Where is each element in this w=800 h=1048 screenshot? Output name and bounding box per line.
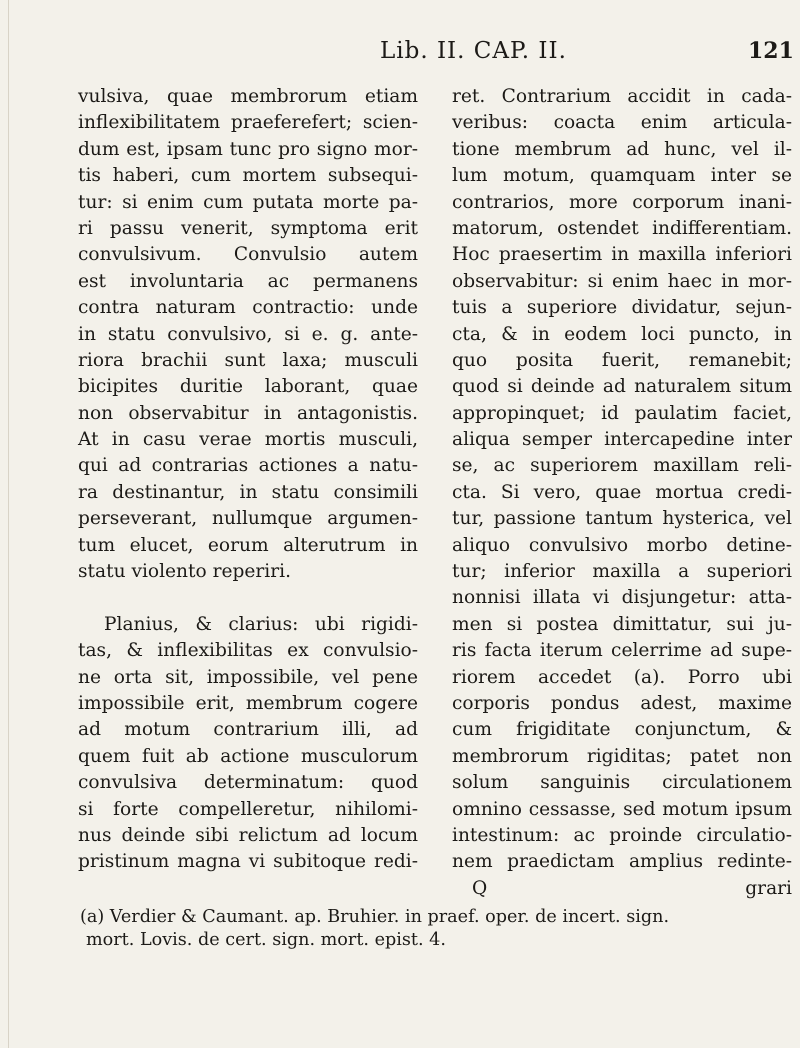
text-line: riora brachii sunt laxa; musculi xyxy=(78,349,418,371)
text-line: vulsiva, quae membrorum etiam xyxy=(78,86,418,107)
text-line: pristinum magna vi subitoque redi- xyxy=(78,851,418,873)
text-line: qui ad contrarias actiones a natu- xyxy=(78,455,418,477)
text-line: convulsiva determinatum: quod xyxy=(78,772,418,794)
right-text-column xyxy=(452,84,792,902)
text-line: tur, passione tantum hysterica, vel xyxy=(452,508,792,530)
text-line: inflexibilitatem praeferefert; scien- xyxy=(78,112,418,134)
text-line: ri passu venerit, symptoma erit xyxy=(78,217,418,239)
text-line: men si postea dimittatur, sui ju- xyxy=(452,613,792,635)
text-line: quem fuit ab actione musculorum xyxy=(78,745,418,767)
text-line: Hoc praesertim in maxilla inferiori xyxy=(452,244,792,266)
text-line: aliqua semper intercapedine inter xyxy=(452,429,792,451)
text-line: statu violento reperiri. xyxy=(78,561,291,583)
text-line: tur: si enim cum putata morte pa- xyxy=(78,191,418,213)
text-line: bicipites duritie laborant, quae xyxy=(78,376,418,398)
text-line: contra naturam contractio: unde xyxy=(78,297,418,319)
catchword: grari xyxy=(745,877,792,899)
text-line: appropinquet; id paulatim faciet, xyxy=(452,402,792,424)
text-line: quo posita fuerit, remanebit; xyxy=(452,349,792,371)
text-line: ne orta sit, impossibile, vel pene xyxy=(78,666,418,688)
text-line: observabitur: si enim haec in mor- xyxy=(452,270,792,292)
text-line: cta. Si vero, quae mortua credi- xyxy=(452,481,792,503)
left-text-column xyxy=(78,84,418,876)
text-line: non observabitur in antagonistis. xyxy=(78,402,418,424)
text-line: se, ac superiorem maxillam reli- xyxy=(452,455,792,477)
footnote xyxy=(80,906,780,952)
running-title: Lib. II. CAP. II. xyxy=(380,38,567,64)
text-line: dum est, ipsam tunc pro signo mor- xyxy=(78,138,418,160)
text-line: At in casu verae mortis musculi, xyxy=(78,429,418,451)
text-line: ris facta iterum celerrime ad supe- xyxy=(452,640,792,662)
text-line: tum elucet, eorum alterutrum in xyxy=(78,534,418,556)
text-line: in statu convulsivo, si e. g. ante- xyxy=(78,323,418,345)
text-line: ad motum contrarium illi, ad xyxy=(78,719,418,741)
catchword-row xyxy=(452,876,792,902)
footnote-line: (a) Verdier & Caumant. ap. Bruhier. in praef. oper. de incert. sign. xyxy=(80,907,670,927)
text-line: quod si deinde ad naturalem situm xyxy=(452,376,792,398)
text-line: veribus: coacta enim articula- xyxy=(452,112,792,134)
text-line: corporis pondus adest, maxime xyxy=(452,692,792,714)
text-line: ra destinantur, in statu consimili xyxy=(78,481,418,503)
page-number: 121 xyxy=(748,38,794,64)
text-line: contrarios, more corporum inani- xyxy=(452,191,792,213)
text-line: riorem accedet (a). Porro ubi xyxy=(452,666,792,688)
text-line: omnino cessasse, sed motum ipsum xyxy=(452,798,792,820)
text-line: lum motum, quamquam inter se xyxy=(452,165,792,187)
text-line: est involuntaria ac permanens xyxy=(78,270,418,292)
text-line: perseverant, nullumque argumen- xyxy=(78,508,418,530)
text-line: nonnisi illata vi disjungetur: atta- xyxy=(452,587,792,609)
text-line: tuis a superiore dividatur, sejun- xyxy=(452,297,792,319)
text-line: ret. Contrarium accidit in cada- xyxy=(452,86,792,107)
text-line: si forte compelleretur, nihilomi- xyxy=(78,798,418,820)
text-line: membrorum rigiditas; patet non xyxy=(452,745,792,767)
text-line: nus deinde sibi relictum ad locum xyxy=(78,824,418,846)
text-line xyxy=(78,585,418,611)
text-line: tis haberi, cum mortem subsequi- xyxy=(78,165,418,187)
text-line: tur; inferior maxilla a superiori xyxy=(452,561,792,583)
text-line: intestinum: ac proinde circulatio- xyxy=(452,824,792,846)
text-line: matorum, ostendet indifferentiam. xyxy=(452,217,792,239)
text-line: cum frigiditate conjunctum, & xyxy=(452,719,792,741)
text-line: nem praedictam amplius redinte- xyxy=(452,851,792,873)
text-line: convulsivum. Convulsio autem xyxy=(78,244,418,266)
text-line: impossibile erit, membrum cogere xyxy=(78,692,418,714)
text-line: solum sanguinis circulationem xyxy=(452,772,792,794)
footnote-line: mort. Lovis. de cert. sign. mort. epist. 4. xyxy=(86,930,446,950)
text-line: tas, & inflexibilitas ex convulsio- xyxy=(78,640,418,662)
running-head xyxy=(0,38,800,68)
page-gutter-edge xyxy=(8,0,9,1048)
text-line: cta, & in eodem loci puncto, in xyxy=(452,323,792,345)
text-line: tione membrum ad hunc, vel il- xyxy=(452,138,792,160)
signature-mark: Q xyxy=(472,877,488,899)
text-line: aliquo convulsivo morbo detine- xyxy=(452,534,792,556)
text-line: Planius, & clarius: ubi rigidi- xyxy=(104,613,418,635)
